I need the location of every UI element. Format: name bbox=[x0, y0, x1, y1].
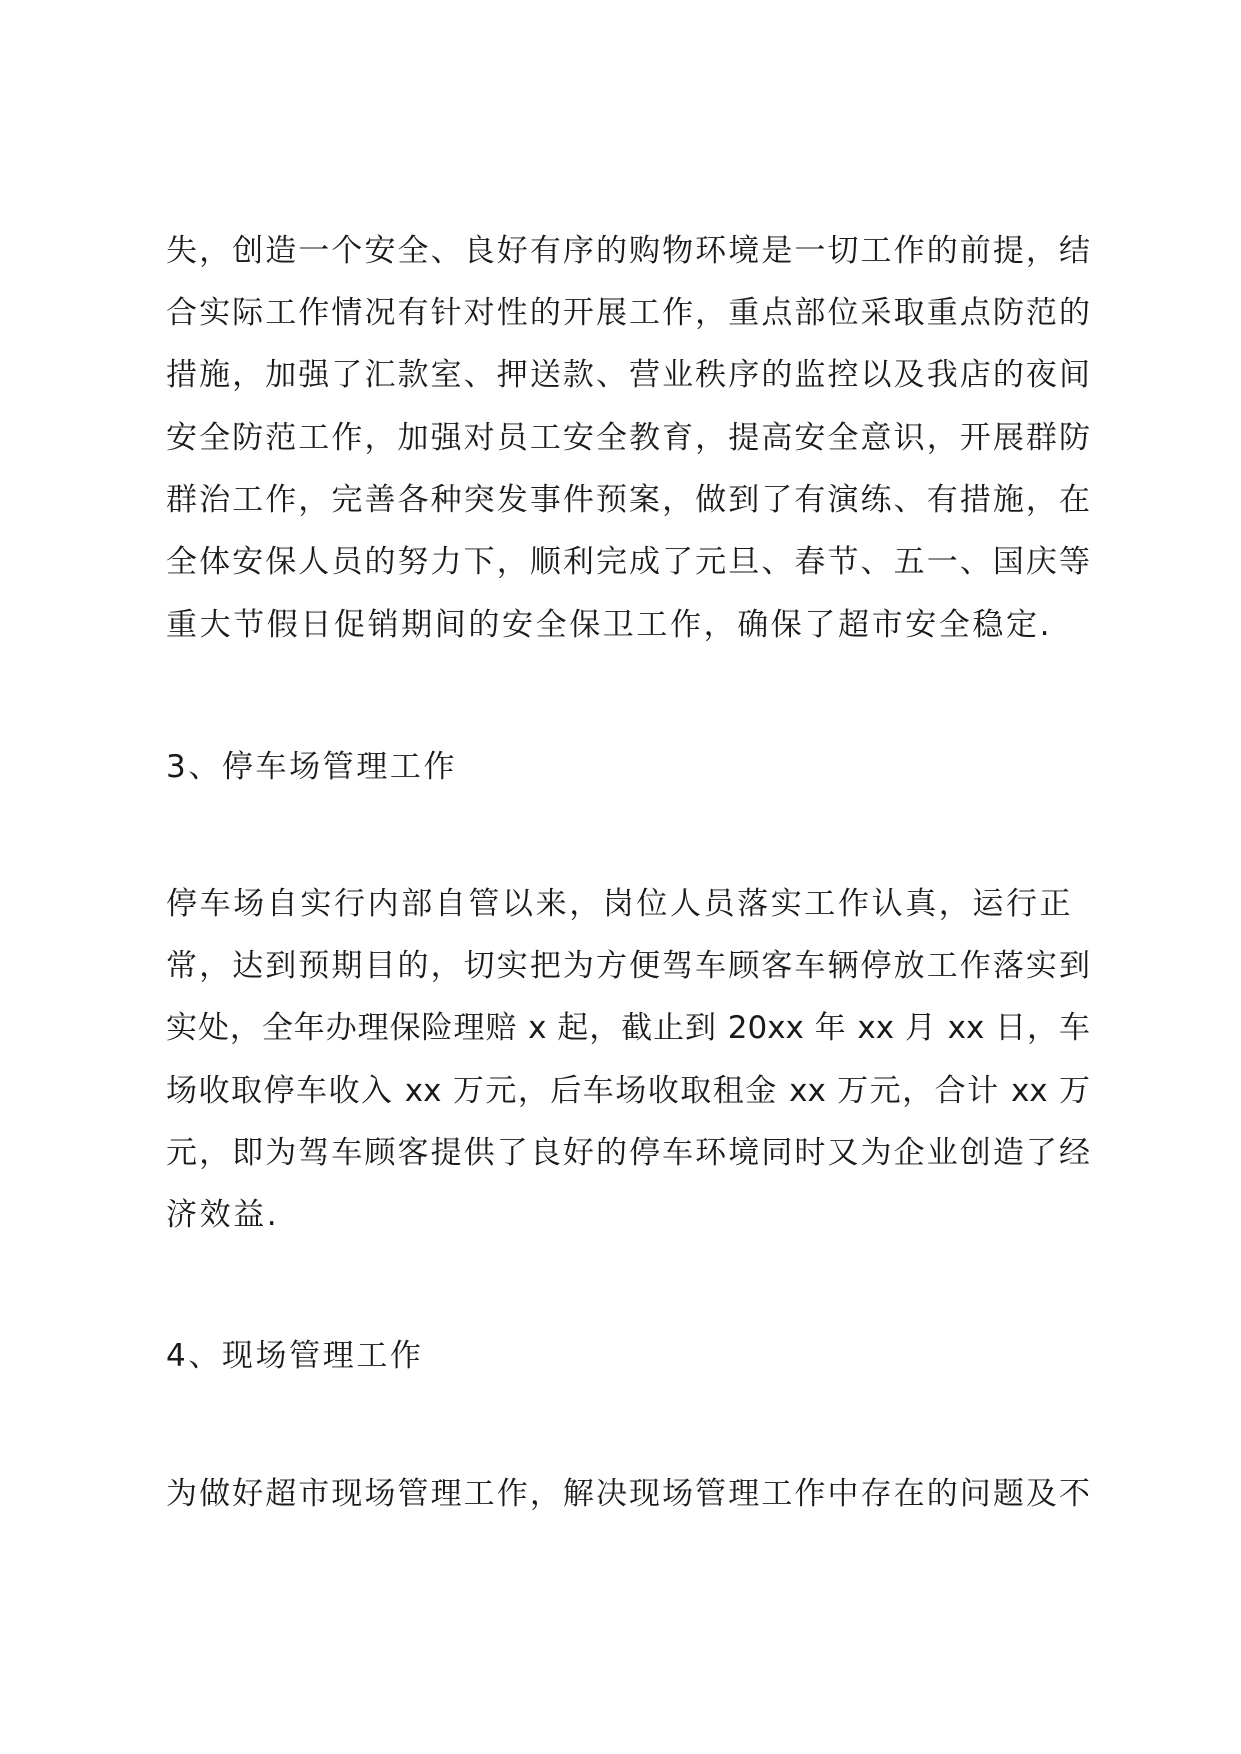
paragraph-2-line-5: 元，即为驾车顾客提供了良好的停车环境同时又为企业创造了经 bbox=[166, 1135, 1090, 1171]
paragraph-1-line-1: 失，创造一个安全、良好有序的购物环境是一切工作的前提，结 bbox=[166, 233, 1090, 269]
paragraph-1-line-6: 全体安保人员的努力下，顺利完成了元旦、春节、五一、国庆等 bbox=[166, 544, 1090, 580]
paragraph-1-line-7: 重大节假日促销期间的安全保卫工作，确保了超市安全稳定. bbox=[166, 607, 1053, 643]
paragraph-2-line-2: 常，达到预期目的，切实把为方便驾车顾客车辆停放工作落实到 bbox=[166, 948, 1090, 984]
paragraph-2-line-4: 场收取停车收入 xx 万元，后车场收取租金 xx 万元，合计 xx 万 bbox=[166, 1073, 1090, 1109]
section-heading-3: 3、停车场管理工作 bbox=[166, 749, 458, 785]
paragraph-2-line-6: 济效益. bbox=[166, 1197, 280, 1233]
paragraph-1-line-3: 措施，加强了汇款室、押送款、营业秩序的监控以及我店的夜间 bbox=[166, 357, 1090, 393]
paragraph-1-line-4: 安全防范工作，加强对员工安全教育，提高安全意识，开展群防 bbox=[166, 420, 1090, 456]
paragraph-1-line-2: 合实际工作情况有针对性的开展工作，重点部位采取重点防范的 bbox=[166, 295, 1090, 331]
paragraph-3-line-1: 为做好超市现场管理工作，解决现场管理工作中存在的问题及不 bbox=[166, 1476, 1090, 1512]
section-heading-4: 4、现场管理工作 bbox=[166, 1338, 424, 1374]
paragraph-2-line-1: 停车场自实行内部自管以来，岗位人员落实工作认真，运行正 bbox=[166, 886, 1074, 922]
paragraph-2-line-3: 实处，全年办理保险理赔 x 起，截止到 20xx 年 xx 月 xx 日，车 bbox=[166, 1010, 1090, 1046]
paragraph-1-line-5: 群治工作，完善各种突发事件预案，做到了有演练、有措施，在 bbox=[166, 482, 1090, 518]
